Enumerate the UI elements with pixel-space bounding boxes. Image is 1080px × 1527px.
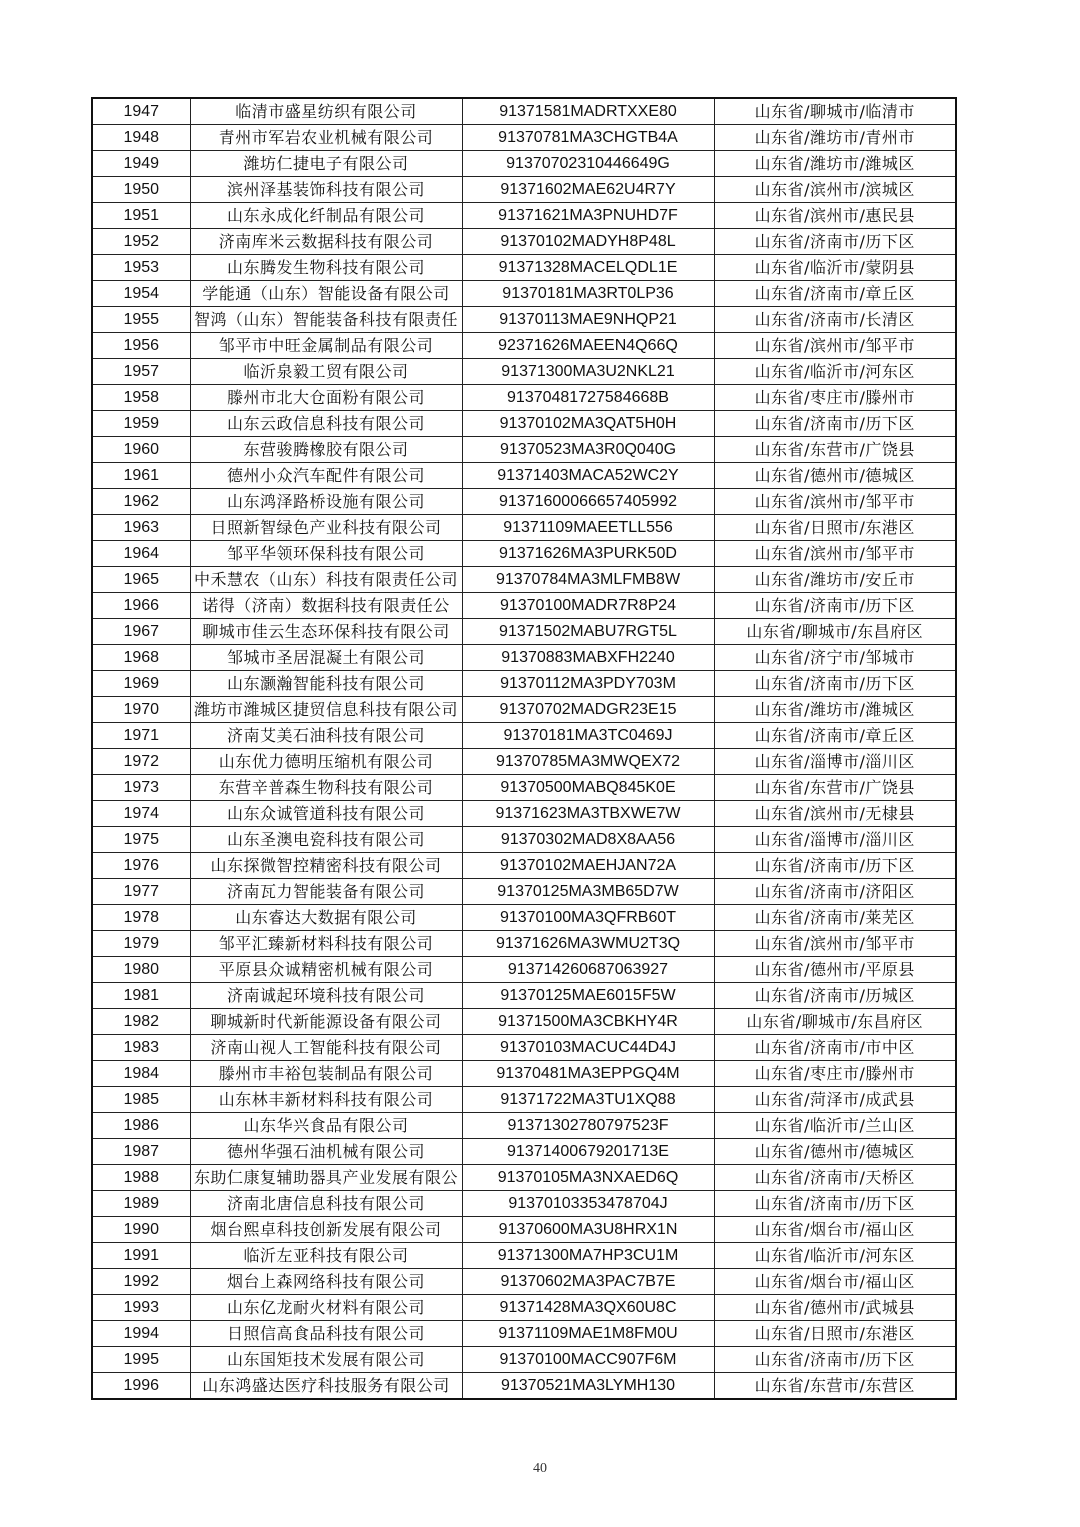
table-row xyxy=(92,1191,956,1217)
region-cell: 山东省/滨州市/邹平市 xyxy=(714,541,956,567)
company-name-cell: 济南瓦力智能装备有限公司 xyxy=(190,879,462,905)
company-name-cell: 德州华强石油机械有限公司 xyxy=(190,1139,462,1165)
company-name-cell: 山东优力德明压缩机有限公司 xyxy=(190,749,462,775)
company-name-cell: 邹平市中旺金属制品有限公司 xyxy=(190,333,462,359)
region-cell: 山东省/滨州市/惠民县 xyxy=(714,203,956,229)
company-name-cell: 滨州泽基装饰科技有限公司 xyxy=(190,177,462,203)
company-name-cell: 智鸿（山东）智能装备科技有限责任 xyxy=(190,307,462,333)
table-row xyxy=(92,1009,956,1035)
region-cell: 山东省/济南市/济阳区 xyxy=(714,879,956,905)
row-number-cell: 1981 xyxy=(92,983,190,1009)
credit-code-cell: 91371426068706392​7 xyxy=(462,957,714,983)
credit-code-cell: 91371626MA3PURK50D xyxy=(462,541,714,567)
region-cell: 山东省/潍坊市/潍城区 xyxy=(714,697,956,723)
table-row xyxy=(92,775,956,801)
table-row xyxy=(92,593,956,619)
credit-code-cell: 91371300MA7HP3CU1M xyxy=(462,1243,714,1269)
row-number-cell: 1982 xyxy=(92,1009,190,1035)
credit-code-cell: 91370785MA3MWQEX72 xyxy=(462,749,714,775)
table-row xyxy=(92,541,956,567)
credit-code-cell: 91371403MACA52WC2Y xyxy=(462,463,714,489)
region-cell: 山东省/淄博市/淄川区 xyxy=(714,749,956,775)
credit-code-cell: 91370481MA3EPPGQ4M xyxy=(462,1061,714,1087)
region-cell: 山东省/德州市/德城区 xyxy=(714,463,956,489)
table-row xyxy=(92,1269,956,1295)
table-row xyxy=(92,1113,956,1139)
table-row xyxy=(92,983,956,1009)
row-number-cell: 1992 xyxy=(92,1269,190,1295)
table-row xyxy=(92,98,956,125)
company-name-cell: 日照信高食品科技有限公司 xyxy=(190,1321,462,1347)
table-row xyxy=(92,905,956,931)
credit-code-cell: 91371300MA3U2NKL21 xyxy=(462,359,714,385)
company-name-cell: 山东腾发生物科技有限公司 xyxy=(190,255,462,281)
company-name-cell: 聊城新时代新能源设备有限公司 xyxy=(190,1009,462,1035)
table-row xyxy=(92,1165,956,1191)
credit-code-cell: 91370702310446649G xyxy=(462,151,714,177)
table-row xyxy=(92,749,956,775)
row-number-cell: 1979 xyxy=(92,931,190,957)
table-row xyxy=(92,437,956,463)
region-cell: 山东省/济南市/历城区 xyxy=(714,983,956,1009)
credit-code-cell: 91371623MA3TBXWE7W xyxy=(462,801,714,827)
company-name-cell: 山东亿龙耐火材料有限公司 xyxy=(190,1295,462,1321)
row-number-cell: 1956 xyxy=(92,333,190,359)
row-number-cell: 1963 xyxy=(92,515,190,541)
row-number-cell: 1974 xyxy=(92,801,190,827)
region-cell: 山东省/德州市/平原县 xyxy=(714,957,956,983)
table-row xyxy=(92,619,956,645)
table-row xyxy=(92,697,956,723)
credit-code-cell: 91371602MAE62U4R7Y xyxy=(462,177,714,203)
company-name-cell: 中禾慧农（山东）科技有限责任公司 xyxy=(190,567,462,593)
row-number-cell: 1967 xyxy=(92,619,190,645)
credit-code-cell: 91370102MAEHJAN72A xyxy=(462,853,714,879)
row-number-cell: 1952 xyxy=(92,229,190,255)
credit-code-cell: 91370521MA3LYMH130 xyxy=(462,1373,714,1400)
region-cell: 山东省/济南市/历下区 xyxy=(714,671,956,697)
credit-code-cell: 91370102MADYH8P48L xyxy=(462,229,714,255)
company-name-cell: 济南艾美石油科技有限公司 xyxy=(190,723,462,749)
region-cell: 山东省/滨州市/无棣县 xyxy=(714,801,956,827)
row-number-cell: 1986 xyxy=(92,1113,190,1139)
credit-code-cell: 91371626MA3WMU2T3Q xyxy=(462,931,714,957)
table-row xyxy=(92,1061,956,1087)
table-row xyxy=(92,281,956,307)
company-name-cell: 邹平汇臻新材料科技有限公司 xyxy=(190,931,462,957)
table-row xyxy=(92,489,956,515)
region-cell: 山东省/东营市/东营区 xyxy=(714,1373,956,1400)
credit-code-cell: 91370100MACC907F6M xyxy=(462,1347,714,1373)
credit-code-cell: 91370602MA3PAC7B7E xyxy=(462,1269,714,1295)
credit-code-cell: 91370102MA3QAT5H0H xyxy=(462,411,714,437)
row-number-cell: 1987 xyxy=(92,1139,190,1165)
credit-code-cell: 91370125MAE6015F5W xyxy=(462,983,714,1009)
company-name-cell: 烟台上森网络科技有限公司 xyxy=(190,1269,462,1295)
table-row xyxy=(92,229,956,255)
company-name-cell: 山东云政信息科技有限公司 xyxy=(190,411,462,437)
table-row xyxy=(92,411,956,437)
credit-code-cell: 91370103MACUC44D4J xyxy=(462,1035,714,1061)
row-number-cell: 1972 xyxy=(92,749,190,775)
row-number-cell: 1984 xyxy=(92,1061,190,1087)
row-number-cell: 1962 xyxy=(92,489,190,515)
row-number-cell: 1973 xyxy=(92,775,190,801)
company-name-cell: 山东睿达大数据有限公司 xyxy=(190,905,462,931)
company-list-table xyxy=(91,97,957,1400)
region-cell: 山东省/济南市/历下区 xyxy=(714,229,956,255)
region-cell: 山东省/济南市/天桥区 xyxy=(714,1165,956,1191)
company-name-cell: 德州小众汽车配件有限公司 xyxy=(190,463,462,489)
company-name-cell: 山东永成化纤制品有限公司 xyxy=(190,203,462,229)
table-row xyxy=(92,125,956,151)
credit-code-cell: 91370784MA3MLFMB8W xyxy=(462,567,714,593)
table-row xyxy=(92,255,956,281)
row-number-cell: 1995 xyxy=(92,1347,190,1373)
table-row xyxy=(92,1295,956,1321)
row-number-cell: 1968 xyxy=(92,645,190,671)
company-name-cell: 山东探微智控精密科技有限公司 xyxy=(190,853,462,879)
table-row xyxy=(92,671,956,697)
region-cell: 山东省/烟台市/福山区 xyxy=(714,1269,956,1295)
credit-code-cell: 91371581MADRTXXE80 xyxy=(462,98,714,125)
company-name-cell: 诺得（济南）数据科技有限责任公 xyxy=(190,593,462,619)
credit-code-cell: 91370113MAE9NHQP21 xyxy=(462,307,714,333)
company-name-cell: 潍坊市潍城区捷贸信息科技有限公司 xyxy=(190,697,462,723)
region-cell: 山东省/滨州市/滨城区 xyxy=(714,177,956,203)
region-cell: 山东省/滨州市/邹平市 xyxy=(714,489,956,515)
company-name-cell: 东营骏腾橡胶有限公司 xyxy=(190,437,462,463)
credit-code-cell: 91371328MACELQDL1E xyxy=(462,255,714,281)
company-name-cell: 滕州市北大仓面粉有限公司 xyxy=(190,385,462,411)
company-name-cell: 日照新智绿色产业科技有限公司 xyxy=(190,515,462,541)
region-cell: 山东省/临沂市/河东区 xyxy=(714,359,956,385)
company-name-cell: 临沂泉毅工贸有限公司 xyxy=(190,359,462,385)
region-cell: 山东省/德州市/德城区 xyxy=(714,1139,956,1165)
table-row xyxy=(92,1217,956,1243)
table-body xyxy=(92,98,956,1399)
region-cell: 山东省/枣庄市/滕州市 xyxy=(714,385,956,411)
company-name-cell: 潍坊仁捷电子有限公司 xyxy=(190,151,462,177)
credit-code-cell: 91370181MA3TC0469J xyxy=(462,723,714,749)
company-name-cell: 山东华兴食品有限公司 xyxy=(190,1113,462,1139)
credit-code-cell: 91370181MA3RT0LP36 xyxy=(462,281,714,307)
credit-code-cell: 91370112MA3PDY703M xyxy=(462,671,714,697)
company-name-cell: 东营辛普森生物科技有限公司 xyxy=(190,775,462,801)
credit-code-cell: 91370103353478704J xyxy=(462,1191,714,1217)
region-cell: 山东省/济南市/莱芜区 xyxy=(714,905,956,931)
company-name-cell: 山东国矩技术发展有限公司 xyxy=(190,1347,462,1373)
row-number-cell: 1948 xyxy=(92,125,190,151)
table-row xyxy=(92,385,956,411)
region-cell: 山东省/日照市/东港区 xyxy=(714,515,956,541)
region-cell: 山东省/济宁市/邹城市 xyxy=(714,645,956,671)
company-name-cell: 青州市军岩农业机械有限公司 xyxy=(190,125,462,151)
table-row xyxy=(92,1139,956,1165)
row-number-cell: 1977 xyxy=(92,879,190,905)
region-cell: 山东省/菏泽市/成武县 xyxy=(714,1087,956,1113)
row-number-cell: 1978 xyxy=(92,905,190,931)
region-cell: 山东省/潍坊市/青州市 xyxy=(714,125,956,151)
region-cell: 山东省/日照市/东港区 xyxy=(714,1321,956,1347)
credit-code-cell: 91371600066657405992 xyxy=(462,489,714,515)
table-row xyxy=(92,307,956,333)
region-cell: 山东省/滨州市/邹平市 xyxy=(714,931,956,957)
region-cell: 山东省/济南市/历下区 xyxy=(714,1347,956,1373)
company-name-cell: 山东灏瀚智能科技有限公司 xyxy=(190,671,462,697)
region-cell: 山东省/东营市/广饶县 xyxy=(714,775,956,801)
row-number-cell: 1961 xyxy=(92,463,190,489)
table-row xyxy=(92,1087,956,1113)
region-cell: 山东省/济南市/章丘区 xyxy=(714,281,956,307)
row-number-cell: 1969 xyxy=(92,671,190,697)
company-name-cell: 山东圣澳电瓷科技有限公司 xyxy=(190,827,462,853)
table-row xyxy=(92,177,956,203)
row-number-cell: 1985 xyxy=(92,1087,190,1113)
region-cell: 山东省/济南市/市中区 xyxy=(714,1035,956,1061)
credit-code-cell: 91371400679201713E xyxy=(462,1139,714,1165)
credit-code-cell: 91371109MAEETLL556 xyxy=(462,515,714,541)
table-row xyxy=(92,203,956,229)
row-number-cell: 1960 xyxy=(92,437,190,463)
credit-code-cell: 91371500MA3CBKHY4R xyxy=(462,1009,714,1035)
table-row xyxy=(92,333,956,359)
credit-code-cell: 91370125MA3MB65D7W xyxy=(462,879,714,905)
row-number-cell: 1983 xyxy=(92,1035,190,1061)
row-number-cell: 1951 xyxy=(92,203,190,229)
row-number-cell: 1949 xyxy=(92,151,190,177)
row-number-cell: 1958 xyxy=(92,385,190,411)
row-number-cell: 1965 xyxy=(92,567,190,593)
credit-code-cell: 91371109MAE1M8FM0U xyxy=(462,1321,714,1347)
credit-code-cell: 91370100MADR7R8P24 xyxy=(462,593,714,619)
row-number-cell: 1991 xyxy=(92,1243,190,1269)
credit-code-cell: 91371722MA3TU1XQ88 xyxy=(462,1087,714,1113)
row-number-cell: 1950 xyxy=(92,177,190,203)
company-name-cell: 山东林丰新材料科技有限公司 xyxy=(190,1087,462,1113)
company-name-cell: 临沂左亚科技有限公司 xyxy=(190,1243,462,1269)
credit-code-cell: 91370883MABXFH2240 xyxy=(462,645,714,671)
company-name-cell: 滕州市丰裕包装制品有限公司 xyxy=(190,1061,462,1087)
company-name-cell: 平原县众诚精密机械有限公司 xyxy=(190,957,462,983)
company-name-cell: 济南北唐信息科技有限公司 xyxy=(190,1191,462,1217)
table-row xyxy=(92,463,956,489)
credit-code-cell: 91370100MA3QFRB60T xyxy=(462,905,714,931)
table-row xyxy=(92,1243,956,1269)
table-row xyxy=(92,827,956,853)
credit-code-cell: 91370481727584668B xyxy=(462,385,714,411)
region-cell: 山东省/潍坊市/潍城区 xyxy=(714,151,956,177)
region-cell: 山东省/淄博市/淄川区 xyxy=(714,827,956,853)
row-number-cell: 1971 xyxy=(92,723,190,749)
company-name-cell: 济南山视人工智能科技有限公司 xyxy=(190,1035,462,1061)
region-cell: 山东省/聊城市/东昌府区 xyxy=(714,1009,956,1035)
credit-code-cell: 91370302MAD8X8AA56 xyxy=(462,827,714,853)
table-row xyxy=(92,1373,956,1400)
row-number-cell: 1966 xyxy=(92,593,190,619)
table-row xyxy=(92,801,956,827)
row-number-cell: 1953 xyxy=(92,255,190,281)
credit-code-cell: 91370781MA3CHGTB4A xyxy=(462,125,714,151)
row-number-cell: 1964 xyxy=(92,541,190,567)
row-number-cell: 1955 xyxy=(92,307,190,333)
page-number: 40 xyxy=(533,1461,547,1476)
row-number-cell: 1970 xyxy=(92,697,190,723)
credit-code-cell: 91371302780797523F xyxy=(462,1113,714,1139)
row-number-cell: 1993 xyxy=(92,1295,190,1321)
region-cell: 山东省/临沂市/兰山区 xyxy=(714,1113,956,1139)
row-number-cell: 1994 xyxy=(92,1321,190,1347)
table-row xyxy=(92,567,956,593)
region-cell: 山东省/枣庄市/滕州市 xyxy=(714,1061,956,1087)
region-cell: 山东省/潍坊市/安丘市 xyxy=(714,567,956,593)
company-name-cell: 济南诚起环境科技有限公司 xyxy=(190,983,462,1009)
table-row xyxy=(92,1035,956,1061)
row-number-cell: 1990 xyxy=(92,1217,190,1243)
region-cell: 山东省/济南市/历下区 xyxy=(714,1191,956,1217)
region-cell: 山东省/德州市/武城县 xyxy=(714,1295,956,1321)
table-row xyxy=(92,1321,956,1347)
credit-code-cell: 91370600MA3U8HRX1N xyxy=(462,1217,714,1243)
row-number-cell: 1947 xyxy=(92,98,190,125)
table-row xyxy=(92,931,956,957)
company-name-cell: 济南库米云数据科技有限公司 xyxy=(190,229,462,255)
company-name-cell: 山东众诚管道科技有限公司 xyxy=(190,801,462,827)
credit-code-cell: 91371502MABU7RGT5L xyxy=(462,619,714,645)
row-number-cell: 1976 xyxy=(92,853,190,879)
region-cell: 山东省/济南市/历下区 xyxy=(714,593,956,619)
credit-code-cell: 91370523MA3R0Q040G xyxy=(462,437,714,463)
table-row xyxy=(92,957,956,983)
credit-code-cell: 91370105MA3NXAED6Q xyxy=(462,1165,714,1191)
company-name-cell: 临清市盛星纺织有限公司 xyxy=(190,98,462,125)
company-name-cell: 山东鸿泽路桥设施有限公司 xyxy=(190,489,462,515)
company-name-cell: 邹平华领环保科技有限公司 xyxy=(190,541,462,567)
company-name-cell: 邹城市圣居混凝土有限公司 xyxy=(190,645,462,671)
credit-code-cell: 91371621MA3PNUHD7F xyxy=(462,203,714,229)
table-row xyxy=(92,853,956,879)
row-number-cell: 1954 xyxy=(92,281,190,307)
company-name-cell: 东助仁康复辅助器具产业发展有限公 xyxy=(190,1165,462,1191)
row-number-cell: 1996 xyxy=(92,1373,190,1400)
table-row xyxy=(92,515,956,541)
table-row xyxy=(92,723,956,749)
table-row xyxy=(92,879,956,905)
company-name-cell: 学能通（山东）智能设备有限公司 xyxy=(190,281,462,307)
company-name-cell: 聊城市佳云生态环保科技有限公司 xyxy=(190,619,462,645)
region-cell: 山东省/滨州市/邹平市 xyxy=(714,333,956,359)
row-number-cell: 1975 xyxy=(92,827,190,853)
company-name-cell: 烟台熙卓科技创新发展有限公司 xyxy=(190,1217,462,1243)
region-cell: 山东省/聊城市/临清市 xyxy=(714,98,956,125)
region-cell: 山东省/临沂市/蒙阴县 xyxy=(714,255,956,281)
table-row xyxy=(92,151,956,177)
credit-code-cell: 91370500MABQ845K0E xyxy=(462,775,714,801)
region-cell: 山东省/济南市/长清区 xyxy=(714,307,956,333)
credit-code-cell: 92371626MAEEN4Q66Q xyxy=(462,333,714,359)
row-number-cell: 1980 xyxy=(92,957,190,983)
region-cell: 山东省/烟台市/福山区 xyxy=(714,1217,956,1243)
region-cell: 山东省/临沂市/河东区 xyxy=(714,1243,956,1269)
row-number-cell: 1989 xyxy=(92,1191,190,1217)
row-number-cell: 1957 xyxy=(92,359,190,385)
credit-code-cell: 91371428MA3QX60U8C xyxy=(462,1295,714,1321)
region-cell: 山东省/济南市/历下区 xyxy=(714,853,956,879)
table-row xyxy=(92,645,956,671)
region-cell: 山东省/济南市/历下区 xyxy=(714,411,956,437)
region-cell: 山东省/聊城市/东昌府区 xyxy=(714,619,956,645)
table-row xyxy=(92,359,956,385)
region-cell: 山东省/济南市/章丘区 xyxy=(714,723,956,749)
row-number-cell: 1959 xyxy=(92,411,190,437)
table-row xyxy=(92,1347,956,1373)
credit-code-cell: 91370702MADGR23E15 xyxy=(462,697,714,723)
company-name-cell: 山东鸿盛达医疗科技服务有限公司 xyxy=(190,1373,462,1400)
row-number-cell: 1988 xyxy=(92,1165,190,1191)
region-cell: 山东省/东营市/广饶县 xyxy=(714,437,956,463)
